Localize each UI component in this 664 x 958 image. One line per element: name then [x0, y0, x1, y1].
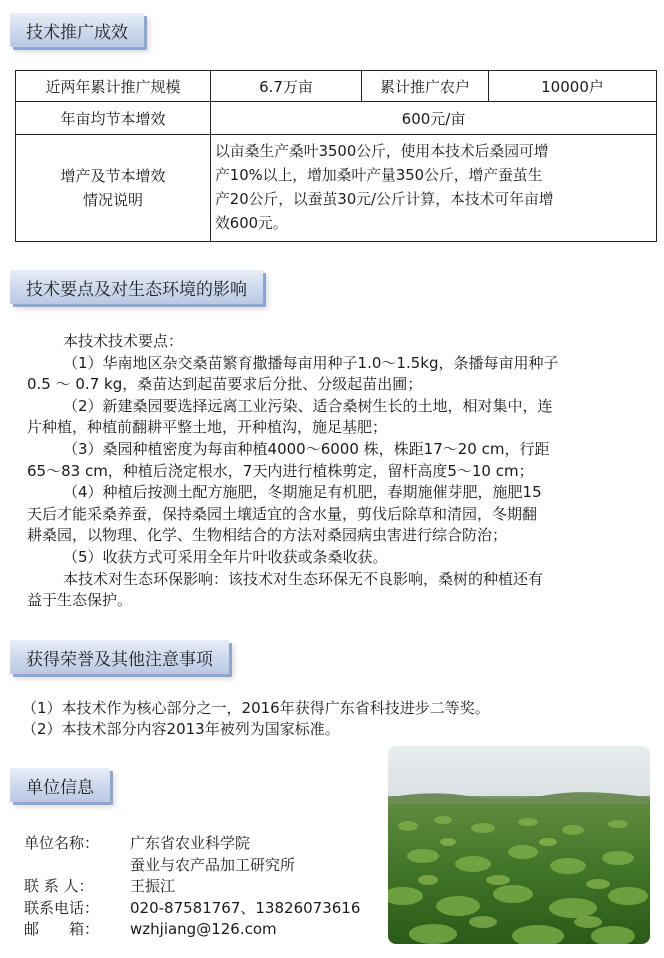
paragraph-line: （1）华南地区杂交桑苗繁育撒播每亩用种子1.0～1.5kg，条播每亩用种子 — [63, 353, 559, 372]
paragraph-line: （2）新建桑园要选择远离工业污染、适合桑树生长的土地，相对集中，连 — [63, 396, 553, 415]
mulberry-field-photo — [388, 746, 650, 944]
section-header-tech — [10, 270, 263, 304]
table-row — [16, 135, 657, 242]
promotion-results-table — [15, 70, 657, 242]
table-cell — [16, 135, 211, 242]
cell-line: 以亩桑生产桑叶3500公斤，使用本技术后桑园可增 — [215, 143, 549, 160]
table-row — [16, 71, 657, 102]
tech-points-text — [27, 331, 650, 612]
section-title: 单位信息 — [26, 777, 94, 798]
section-header-honors — [10, 640, 229, 674]
unit-name-row-2 — [24, 855, 360, 877]
paragraph-line: （4）种植后按测土配方施肥，冬期施足有机肥，春期施催芽肥，施肥15 — [63, 483, 542, 502]
field-value: 王振江 — [130, 877, 176, 895]
field-label: 单位名称： — [24, 834, 100, 852]
cell-line: 情况说明 — [82, 191, 143, 209]
table-cell — [211, 135, 657, 242]
table-cell: 近两年累计推广规模 — [16, 71, 211, 102]
table-cell: 年亩均节本增效 — [16, 102, 211, 135]
field-label: 联 系 人： — [24, 877, 94, 895]
cell-line: 产20公斤，以蚕茧30元/公斤计算，本技术可年亩增 — [215, 191, 554, 208]
unit-info — [24, 833, 360, 941]
section-title: 技术推广成效 — [26, 22, 128, 43]
field-image — [388, 746, 650, 944]
cell-line: 增产及节本增效 — [60, 167, 166, 185]
spacer — [24, 855, 130, 877]
paragraph-line: 天后才能采桑养蚕，保持桑园土壤适宜的含水量，剪伐后除草和清园，冬期翻 — [27, 504, 538, 523]
table-cell: 累计推广农户 — [362, 71, 489, 102]
cell-line: 产10%以上，增加桑叶产量350公斤，增产蚕茧生 — [215, 167, 543, 184]
honor-line: （2）本技术部分内容2013年被列为国家标准。 — [22, 720, 340, 738]
phone-row — [24, 898, 360, 920]
contact-row — [24, 876, 360, 898]
table-cell: 10000户 — [489, 71, 657, 102]
paragraph-line: 益于生态保护。 — [27, 591, 133, 610]
paragraph-line: 0.5 ～ 0.7 kg，桑苗达到起苗要求后分批、分级起苗出圃； — [27, 375, 423, 394]
paragraph-line: 耕桑园，以物理、化学、生物相结合的方法对桑园病虫害进行综合防治； — [27, 526, 508, 545]
field-label: 联系电话： — [24, 898, 100, 917]
email-row — [24, 919, 360, 941]
field-label: 邮 箱： — [24, 920, 100, 938]
paragraph-line: 片种植，种植前翻耕平整土地，开种植沟，施足基肥； — [27, 418, 388, 437]
paragraph-line: （5）收获方式可采用全年片叶收获或条桑收获。 — [63, 547, 388, 566]
section-header-promotion — [10, 13, 144, 47]
table-row — [16, 102, 657, 135]
paragraph-line: 65～83 cm，种植后浇定根水，7天内进行植株剪定，留杆高度5～10 cm； — [27, 461, 534, 480]
field-value: 蚕业与农产品加工研究所 — [130, 855, 296, 874]
paragraph-line: （3）桑园种植密度为每亩种植4000～6000 株，株距17～20 cm，行距 — [63, 439, 550, 458]
table-cell: 6.7万亩 — [211, 71, 362, 102]
honors-text — [22, 698, 490, 740]
paragraph-line: 本技术技术要点： — [63, 332, 184, 350]
field-value: 广东省农业科学院 — [130, 834, 251, 852]
cell-line: 效600元。 — [215, 215, 288, 232]
field-value: wzhjiang@126.com — [130, 920, 277, 938]
section-title: 获得荣誉及其他注意事项 — [26, 649, 213, 670]
table-cell: 600元/亩 — [211, 102, 657, 135]
honor-line: （1）本技术作为核心部分之一，2016年获得广东省科技进步二等奖。 — [22, 699, 490, 717]
section-title: 技术要点及对生态环境的影响 — [26, 279, 247, 300]
field-value: 020-87581767、13826073616 — [130, 898, 361, 917]
paragraph-line: 本技术对生态环保影响：该技术对生态环保无不良影响，桑树的种植还有 — [63, 569, 544, 588]
section-header-unit — [10, 768, 110, 802]
unit-name-row — [24, 833, 360, 855]
